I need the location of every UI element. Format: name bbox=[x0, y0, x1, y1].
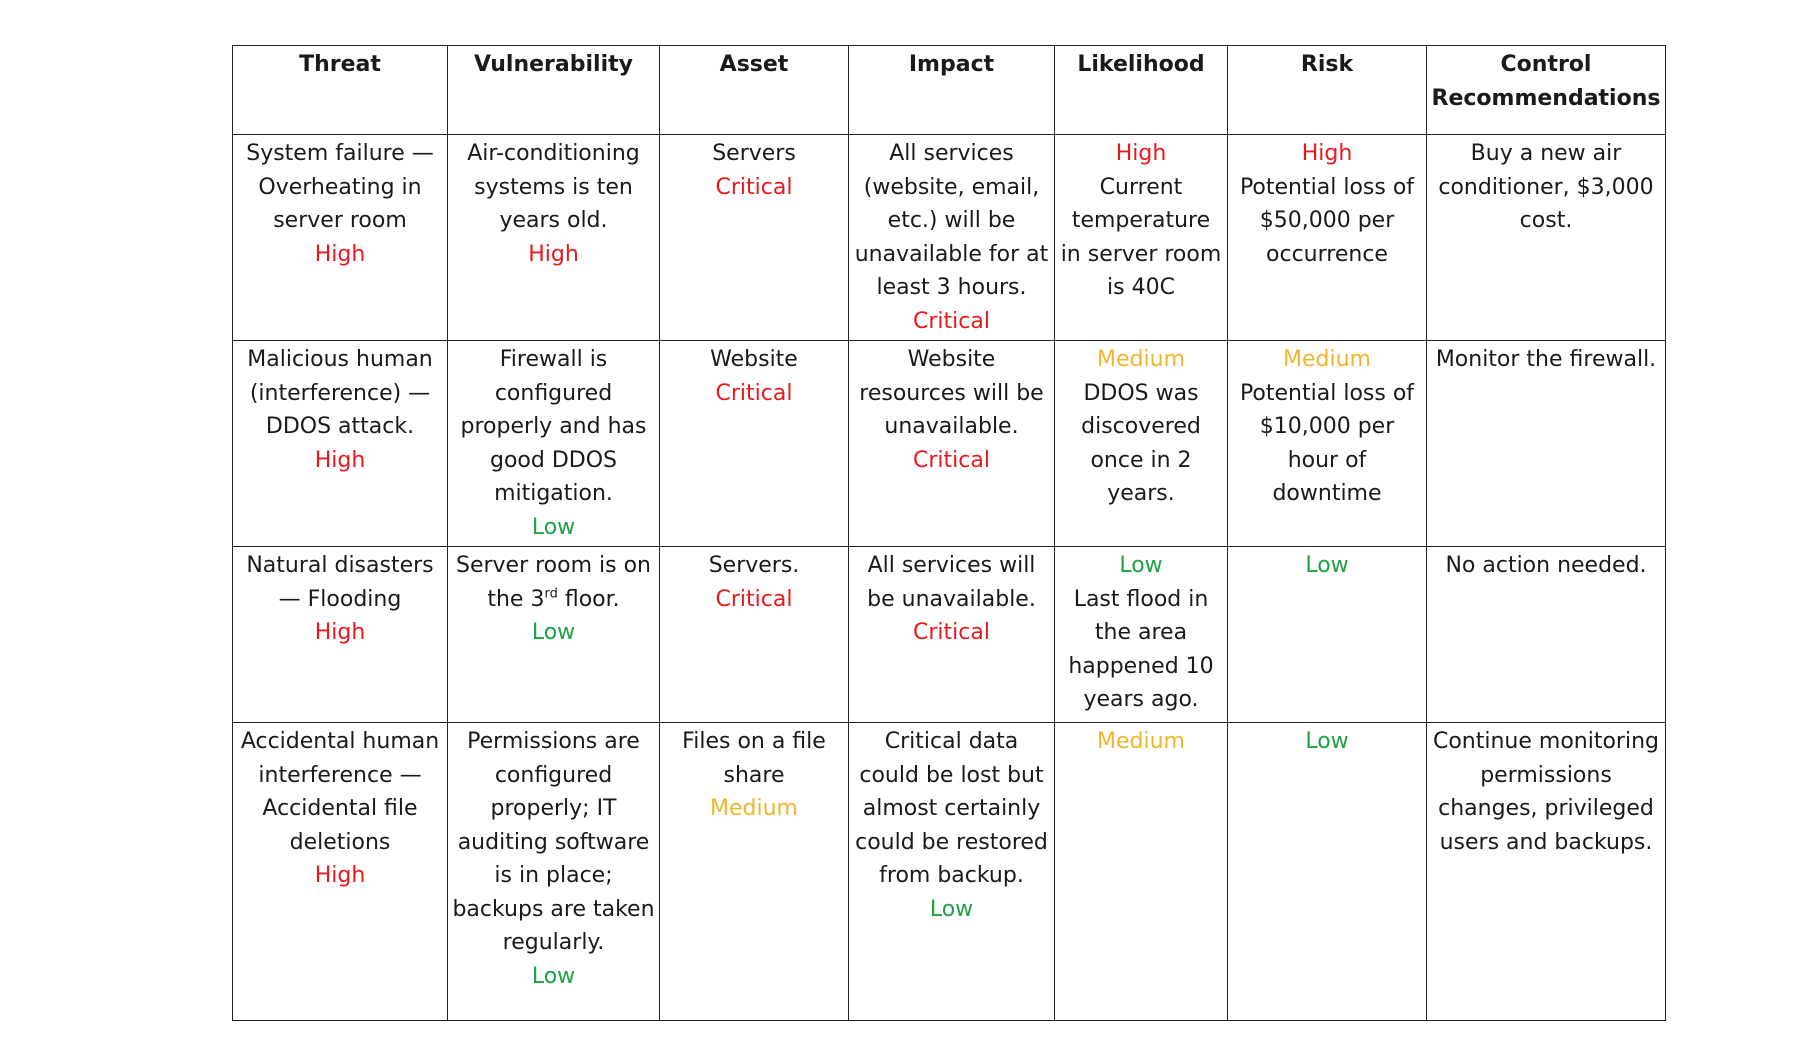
threat-text: Natural disasters — Flooding bbox=[246, 553, 434, 612]
control-cell bbox=[1427, 723, 1666, 1021]
vulnerability-cell bbox=[448, 135, 660, 341]
likelihood-text: Current temperature in server room is 40C bbox=[1060, 174, 1222, 300]
likelihood-cell bbox=[1055, 341, 1228, 547]
vulnerability-cell bbox=[448, 723, 660, 1021]
impact-level: Critical bbox=[913, 308, 990, 334]
vulnerability-text: Firewall is configured properly and has good DDOS mitigation. bbox=[460, 347, 647, 506]
table-row bbox=[233, 723, 1666, 1021]
asset-level: Critical bbox=[715, 380, 793, 406]
risk-cell bbox=[1228, 341, 1427, 547]
impact-text: Website resources will be unavailable. bbox=[859, 347, 1044, 439]
likelihood-cell bbox=[1055, 547, 1228, 723]
header-threat: Threat bbox=[233, 46, 448, 135]
ordinal-superscript: rd bbox=[544, 586, 558, 602]
header-vulnerability: Vulnerability bbox=[448, 46, 660, 135]
vulnerability-text: Air-conditioning systems is ten years old. bbox=[467, 141, 640, 233]
likelihood-cell bbox=[1055, 723, 1228, 1021]
risk-cell bbox=[1228, 135, 1427, 341]
impact-text: All services will be unavailable. bbox=[867, 553, 1036, 612]
threat-cell bbox=[233, 547, 448, 723]
risk-level: High bbox=[1301, 141, 1353, 166]
header-control-recommendations: Control Recommendations bbox=[1427, 46, 1666, 135]
risk-cell bbox=[1228, 547, 1427, 723]
risk-text: Potential loss of $10,000 per hour of downtime bbox=[1239, 380, 1415, 506]
header-likelihood: Likelihood bbox=[1055, 46, 1228, 135]
asset-cell bbox=[660, 723, 849, 1021]
risk-level: Low bbox=[1305, 729, 1349, 754]
threat-cell bbox=[233, 135, 448, 341]
impact-cell bbox=[849, 547, 1055, 723]
likelihood-level: Low bbox=[1119, 553, 1163, 578]
vulnerability-text-start: Server room is on the 3 bbox=[455, 553, 651, 612]
asset-level: Critical bbox=[715, 174, 793, 200]
impact-cell bbox=[849, 723, 1055, 1021]
threat-cell bbox=[233, 723, 448, 1021]
header-asset: Asset bbox=[660, 46, 849, 135]
impact-level: Critical bbox=[913, 447, 990, 473]
asset-cell bbox=[660, 135, 849, 341]
asset-text: Servers. bbox=[708, 553, 800, 578]
likelihood-level: High bbox=[1115, 141, 1167, 166]
asset-text: Servers bbox=[712, 141, 796, 166]
likelihood-level: Medium bbox=[1097, 729, 1185, 754]
risk-level: Medium bbox=[1283, 347, 1371, 372]
vulnerability-text bbox=[452, 549, 655, 616]
control-cell bbox=[1427, 547, 1666, 723]
impact-level: Critical bbox=[913, 620, 990, 645]
likelihood-text: Last flood in the area happened 10 years ago. bbox=[1068, 586, 1214, 712]
asset-level: Medium bbox=[710, 796, 798, 821]
risk-level: Low bbox=[1305, 553, 1349, 578]
asset-level: Critical bbox=[715, 586, 793, 612]
impact-cell bbox=[849, 135, 1055, 341]
vulnerability-level: Low bbox=[531, 620, 576, 645]
header-row bbox=[233, 46, 1666, 135]
header-risk: Risk bbox=[1228, 46, 1427, 135]
threat-text: Malicious human (interference) — DDOS attack. bbox=[247, 347, 433, 439]
control-cell bbox=[1427, 341, 1666, 547]
impact-level: Low bbox=[929, 896, 974, 922]
asset-cell bbox=[660, 547, 849, 723]
likelihood-level: Medium bbox=[1097, 347, 1185, 372]
impact-text: All services (website, email, etc.) will be unavailable for at least 3 hours. bbox=[854, 141, 1049, 300]
likelihood-cell bbox=[1055, 135, 1228, 341]
threat-level: High bbox=[314, 620, 366, 645]
control-text: Monitor the firewall. bbox=[1435, 347, 1657, 372]
risk-assessment-table bbox=[232, 45, 1666, 1021]
risk-cell bbox=[1228, 723, 1427, 1021]
threat-level: High bbox=[314, 241, 366, 267]
vulnerability-cell bbox=[448, 341, 660, 547]
vulnerability-level: Low bbox=[531, 963, 576, 989]
vulnerability-text-end: floor. bbox=[557, 586, 620, 612]
control-text: No action needed. bbox=[1445, 553, 1647, 578]
table-row bbox=[233, 341, 1666, 547]
control-text: Buy a new air conditioner, $3,000 cost. bbox=[1438, 141, 1654, 233]
asset-cell bbox=[660, 341, 849, 547]
asset-text: Files on a file share bbox=[682, 729, 826, 788]
vulnerability-cell bbox=[448, 547, 660, 723]
control-text: Continue monitoring permissions changes, privileged users and backups. bbox=[1432, 729, 1659, 855]
likelihood-text: DDOS was discovered once in 2 years. bbox=[1081, 380, 1201, 506]
table-row bbox=[233, 547, 1666, 723]
threat-text: Accidental human interference — Accidental file deletions bbox=[240, 729, 440, 855]
control-cell bbox=[1427, 135, 1666, 341]
threat-cell bbox=[233, 341, 448, 547]
risk-text: Potential loss of $50,000 per occurrence bbox=[1239, 174, 1415, 267]
threat-level: High bbox=[314, 447, 366, 473]
impact-text: Critical data could be lost but almost certainly could be restored from backup. bbox=[855, 729, 1048, 888]
threat-text: System failure — Overheating in server room bbox=[246, 141, 434, 233]
vulnerability-text: Permissions are configured properly; IT auditing software is in place; backups are taken regularly. bbox=[452, 729, 655, 955]
vulnerability-level: High bbox=[528, 241, 579, 267]
threat-level: High bbox=[314, 863, 366, 888]
impact-cell bbox=[849, 341, 1055, 547]
vulnerability-level: Low bbox=[531, 514, 576, 540]
asset-text: Website bbox=[710, 347, 798, 372]
table-row bbox=[233, 135, 1666, 341]
header-impact: Impact bbox=[849, 46, 1055, 135]
